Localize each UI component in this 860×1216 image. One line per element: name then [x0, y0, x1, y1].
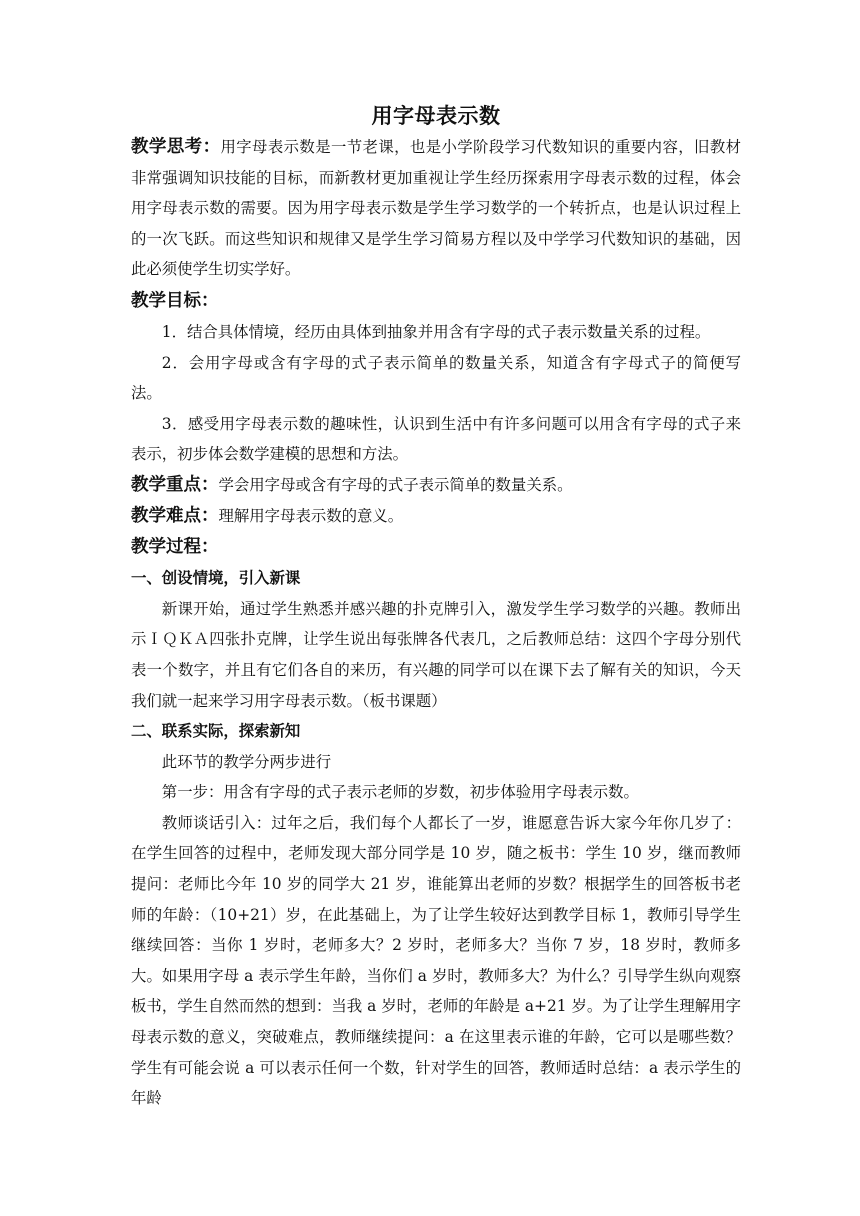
teaching-process-heading: 教学过程：	[131, 537, 219, 558]
part1-text: 新课开始，通过学生熟悉并感兴趣的扑克牌引入，激发学生学习数学的兴趣。教师出示ＩＱＫＡ四张扑克牌，让学生说出每张牌各代表几，之后教师总结：这四个字母分别代表一个数字，并且有它们各自的来历，有兴趣的同学可以在课下去了解有关的知识，今天我们就一起来学习用字母表示数。（板书课题）	[131, 599, 741, 710]
part1-heading: 一、创设情境，引入新课	[131, 569, 301, 588]
key-point-label: 教学重点：	[131, 474, 219, 495]
difficulty-paragraph	[131, 501, 741, 532]
part2-text: 教师谈话引入：过年之后，我们每个人都长了一岁，谁愿意告诉大家今年你几岁了：在学生回答的过程中，老师发现大部分同学是 10 岁，随之板书：学生 10 岁，继而教师提问：老师比今年 10 岁的同学大 21 岁，谁能算出老师的岁数？根据学生的回答板书老师的年龄：（10+21）岁，在此基础上，为了让学生较好达到教学目标 1，教师引导学生继续回答：当你 1 岁时，老师多大？2 岁时，老师多大？当你 7 岁，18 岁时，教师多大。如果用字母 a 表示学生年龄，当你们 a 岁时，教师多大？为什么？引导学生纵向观察板书，学生自然而然的想到：当我 a 岁时，老师的年龄是 a+21 岁。为了让学生理解用字母表示数的意义，突破难点，教师继续提问：a 在这里表示谁的年龄，它可以是哪些数？学生有可能会说 a 可以表示任何一个数，针对学生的回答，教师适时总结：a 表示学生的年龄	[131, 813, 741, 1108]
teaching-thinking-label: 教学思考：	[131, 137, 221, 157]
part2-step1: 第一步：用含有字母的式子表示老师的岁数，初步体验用字母表示数。	[161, 783, 639, 802]
document-page	[131, 100, 741, 1114]
document-title: 用字母表示数	[371, 103, 501, 128]
goal-item: 3．感受用字母表示数的趣味性，认识到生活中有许多问题可以用含有字母的式子来表示，初步体会数学建模的思想和方法。	[131, 414, 741, 464]
goal-item: 2．会用字母或含有字母的式子表示简单的数量关系，知道含有字母式子的简便写法。	[131, 353, 741, 403]
teaching-goals-heading: 教学目标：	[131, 290, 219, 311]
key-point-paragraph	[131, 470, 741, 501]
difficulty-text: 理解用字母表示数的意义。	[218, 506, 404, 525]
part2-intro: 此环节的教学分两步进行	[161, 752, 332, 771]
difficulty-label: 教学难点：	[131, 505, 219, 526]
goal-item: 1．结合具体情境，经历由具体到抽象并用含有字母的式子表示数量关系的过程。	[161, 322, 711, 341]
part2-heading: 二、联系实际，探索新知	[131, 722, 301, 741]
teaching-thinking-paragraph	[131, 132, 741, 285]
key-point-text: 学会用字母或含有字母的式子表示简单的数量关系。	[218, 475, 573, 494]
teaching-thinking-text: 用字母表示数是一节老课，也是小学阶段学习代数知识的重要内容，旧教材非常强调知识技能的目标，而新教材更加重视让学生经历探索用字母表示数的过程，体会用字母表示数的需要。因为用字母表示数是学生学习数学的一个转折点，也是认识过程上的一次飞跃。而这些知识和规律又是学生学习简易方程以及中学学习代数知识的基础，因此必须使学生切实学好。	[131, 138, 741, 279]
